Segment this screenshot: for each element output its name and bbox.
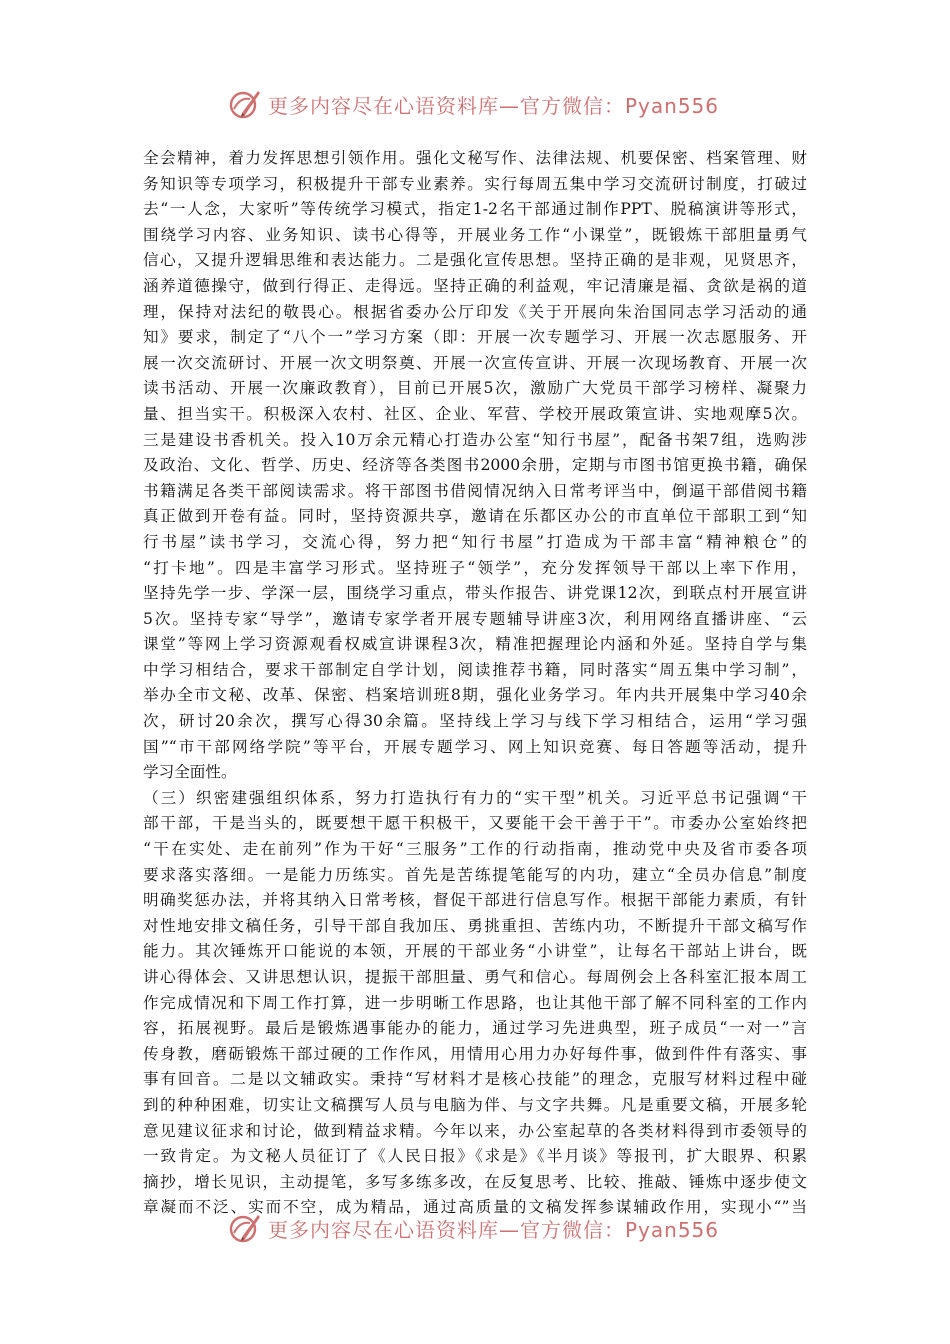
text-line: 去“一人念，大家听”等传统学习模式，指定1-2名干部通过制作PPT、脱稿演讲等形式， [143,200,807,219]
text-line: 对性地安排文稿任务，引导干部自我加压、勇挑重担、苦练内功，不断提升干部文稿写作 [143,916,807,935]
text-line: 书籍满足各类干部阅读需求。将干部图书借阅情况纳入日常考评当中，倒逼干部借阅书籍 [143,481,807,500]
text-line: 学习全面性。 [143,763,237,782]
text-line: 事有回音。二是以文辅政实。秉持“写材料才是核心技能”的理念，克服写材料过程中碰 [143,1070,807,1089]
text-line: 中学习相结合，要求干部制定自学计划，阅读推荐书籍，同时落实“周五集中学习制”， [143,660,807,679]
text-line: 务知识等专项学习，积极提升干部专业素养。实行每周五集中学习交流研讨制度，打破过 [143,174,807,193]
text-line: 信心，又提升逻辑思维和表达能力。二是强化宣传思想。坚持正确的是非观，见贤思齐， [143,251,807,270]
text-line: 到的种种困难，切实让文稿撰写人员与电脑为伴、与文字共舞。凡是重要文稿，开展多轮 [143,1095,807,1114]
text-line: 能力。其次锤炼开口能说的本领，开展的干部业务“小讲堂”，让每名干部站上讲台，既 [143,942,807,961]
text-line: 三是建设书香机关。投入10万余元精心打造办公室“知行书屋”，配备书架7组，选购涉 [143,430,807,449]
text-line: 涵养道德操守，做到行得正、走得远。坚持正确的利益观，牢记清廉是福、贪欲是祸的道 [143,276,807,295]
text-line: 课堂”等网上学习资源观看权威宣讲课程3次，精准把握理论内涵和外延。坚持自学与集 [143,635,807,654]
text-line: 读书活动、开展一次廉政教育），目前已开展5次，激励广大党员干部学习榜样、凝聚力 [143,379,807,398]
text-line: “打卡地”。四是丰富学习形式。坚持班子“领学”，充分发挥领导干部以上率下作用， [143,558,807,577]
text-line: 坚持先学一步、学深一层，围绕学习重点，带头作报告、讲党课12次，到联点村开展宣讲 [143,584,807,603]
text-line: “干在实处、走在前列”作为干好“三服务”工作的行动指南，推动党中央及省市委各项 [143,840,807,859]
text-line: 摘抄，增长见识，主动提笔，多写多练多改，在反复思考、比较、推敲、锤炼中逐步使文 [143,1172,807,1191]
text-line: 真正做到开卷有益。同时，坚持资源共享，邀请在乐都区办公的市直单位干部职工到“知 [143,507,807,526]
text-line: 5次。坚持专家“导学”，邀请专家学者开展专题辅导讲座3次，利用网络直播讲座、“云 [143,609,807,628]
text-line: （三）织密建强组织体系，努力打造执行有力的“实干型”机关。习近平总书记强调“干 [143,788,807,807]
text-line: 次，研讨20余次，撰写心得30余篇。坚持线上学习与线下学习相结合，运用“学习强 [143,712,807,731]
text-line: 行书屋”读书学习，交流心得，努力把“知行书屋”打造成为干部丰富“精神粮仓”的 [143,532,807,551]
text-line: 容，拓展视野。最后是锻炼遇事能办的能力，通过学习先进典型，班子成员“一对一”言 [143,1019,807,1038]
text-line: 部干部，干是当头的，既要想干愿干积极干，又要能干会干善于干”。市委办公室始终把 [143,814,807,833]
text-line: 作完成情况和下周工作打算，进一步明晰工作思路，也让其他干部了解不同科室的工作内 [143,993,807,1012]
document-body [143,146,807,1221]
text-line: 举办全市文秘、改革、保密、档案培训班8期，强化业务学习。年内共开展集中学习40余 [143,686,807,705]
text-line: 章凝而不泛、实而不空，成为精品，通过高质量的文稿发挥参谋辅政作用，实现小“”当 [143,1198,807,1217]
text-line: 知》要求，制定了“八个一”学习方案（即：开展一次专题学习、开展一次志愿服务、开 [143,328,807,347]
text-line: 意见建议征求和讨论，做到精益求精。今年以来，办公室起草的各类材料得到市委领导的 [143,1121,807,1140]
text-line: 讲心得体会、又讲思想认识，提振干部胆量、勇气和信心。每周例会上各科室汇报本周工 [143,968,807,986]
footer-banner[interactable] [228,1208,748,1248]
text-line: 要求落实落细。一是能力历练实。首先是苦练提笔能写的内功，建立“全员办信息”制度 [143,865,807,884]
footer-banner-text: 更多内容尽在心语资料库—官方微信：Pyan556 [268,1217,720,1242]
header-banner-text: 更多内容尽在心语资料库—官方微信：Pyan556 [268,93,720,118]
text-line: 传身教，磨砺锻炼干部过硬的工作作风，用情用心用力办好每件事，做到件件有落实、事 [143,1044,807,1063]
text-line: 一致肯定。为文秘人员征订了《人民日报》《求是》《半月谈》等报刊，扩大眼界、积累 [143,1147,807,1166]
header-banner[interactable] [228,84,748,124]
text-line: 展一次交流研讨、开展一次文明祭奠、开展一次宣传宣讲、开展一次现场教育、开展一次 [143,353,807,372]
text-line: 量、担当实干。积极深入农村、社区、企业、军营、学校开展政策宣讲、实地观摩5次。 [143,404,807,423]
text-line: 国”“市干部网络学院”等平台，开展专题学习、网上知识竞赛、每日答题等活动，提升 [143,737,807,756]
pen-logo-icon [228,87,262,121]
text-line: 围绕学习内容、业务知识、读书心得等，开展业务工作“小课堂”，既锻炼干部胆量勇气 [143,225,807,244]
text-line: 全会精神，着力发挥思想引领作用。强化文秘写作、法律法规、机要保密、档案管理、财 [143,149,807,167]
text-line: 明确奖惩办法，并将其纳入日常考核，督促干部进行信息写作。根据干部能力素质，有针 [143,891,807,910]
text-line: 理，保持对法纪的敬畏心。根据省委办公厅印发《关于开展向朱治国同志学习活动的通 [143,302,807,321]
text-line: 及政治、文化、哲学、历史、经济等各类图书2000余册，定期与市图书馆更换书籍，确保 [143,456,807,475]
pen-logo-icon [228,1211,262,1245]
